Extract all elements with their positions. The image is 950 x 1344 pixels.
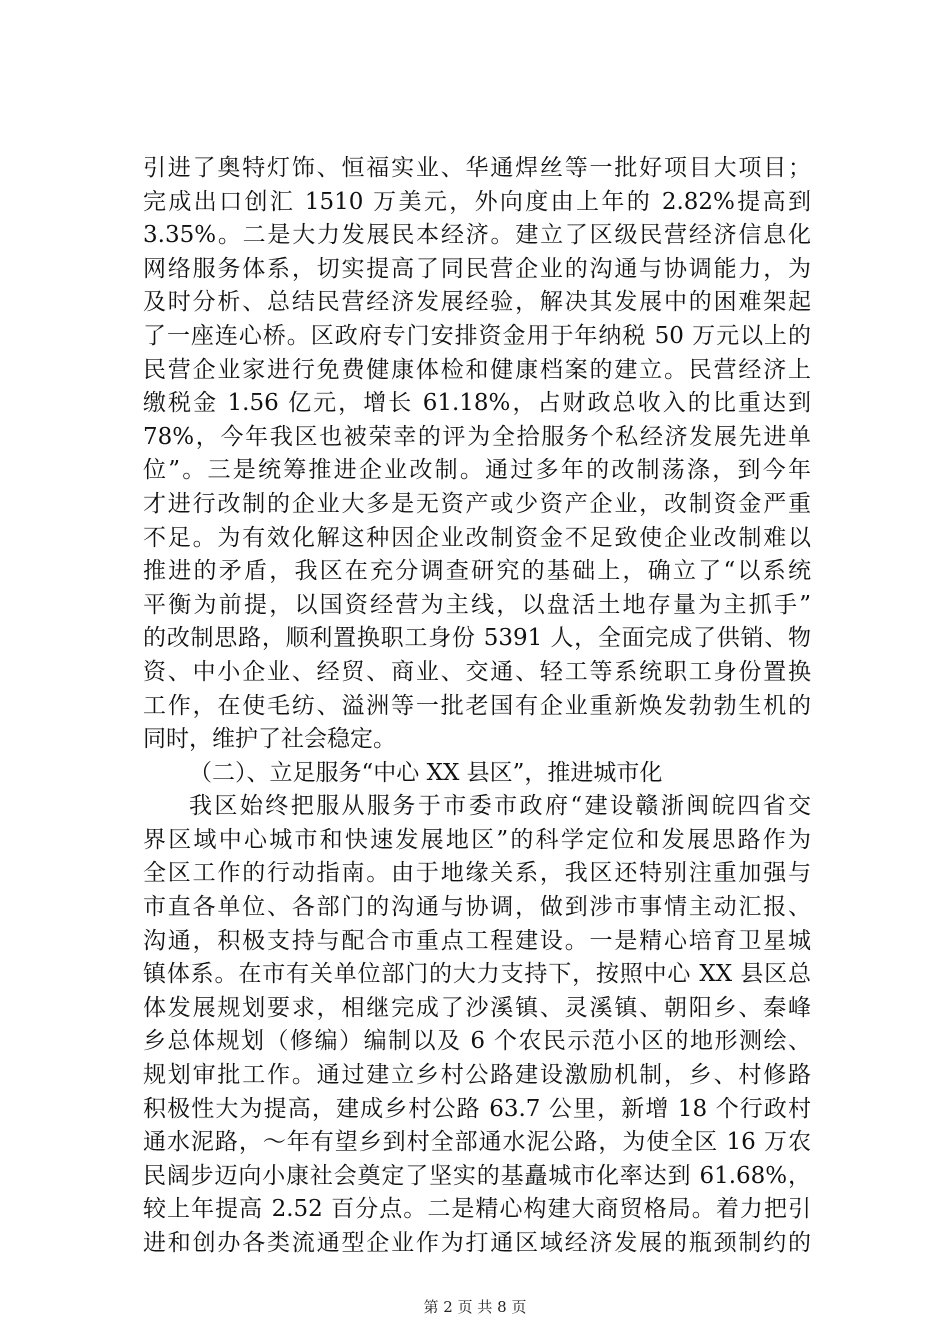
text-line: 界区域中心城市和快速发展地区”的科学定位和发展思路作为 [143,826,811,853]
section-heading: （二）、立足服务“中心 XX 县区”，推进城市化 [189,759,663,786]
text-line: 及时分析、总结民营经济发展经验，解决其发展中的困难架起 [143,289,811,316]
page-footer [0,1297,950,1317]
text-line: 完成出口创汇 1510 万美元，外向度由上年的 2.82%提高到 [143,188,811,215]
text-line: 才进行改制的企业大多是无资产或少资产企业，改制资金严重 [143,490,811,517]
page-number-label: 第 2 页 共 8 页 [423,1298,527,1316]
text-line: 同时，维护了社会稳定。 [143,726,396,753]
text-line: 积极性大为提高，建成乡村公路 63.7 公里，新增 18 个行政村 [143,1095,811,1122]
text-line: 3.35%。二是大力发展民本经济。建立了区级民营经济信息化 [143,222,811,249]
text-line: 资、中小企业、经贸、商业、交通、轻工等系统职工身份置换 [143,658,811,685]
text-line: 缴税金 1.56 亿元，增长 61.18%，占财政总收入的比重达到 [143,390,811,417]
text-line: 沟通，积极支持与配合市重点工程建设。一是精心培育卫星城 [143,927,811,954]
text-line: 镇体系。在市有关单位部门的大力支持下，按照中心 XX 县区总 [143,961,811,988]
text-line: 全区工作的行动指南。由于地缘关系，我区还特别注重加强与 [143,860,811,887]
text-line: 进和创办各类流通型企业作为打通区域经济发展的瓶颈制约的 [143,1230,811,1256]
text-line: 民营企业家进行免费健康体检和健康档案的建立。民营经济上 [143,356,811,383]
text-line: 网络服务体系，切实提高了同民营企业的沟通与协调能力，为 [143,255,811,282]
text-line: 的改制思路，顺利置换职工身份 5391 人，全面完成了供销、物 [143,625,811,652]
text-line: 市直各单位、各部门的沟通与协调，做到涉市事情主动汇报、 [143,894,811,921]
text-line: 我区始终把服从服务于市委市政府“建设赣浙闽皖四省交 [189,793,811,820]
text-line: 乡总体规划（修编）编制以及 6 个农民示范小区的地形测绘、 [143,1028,811,1055]
text-line: 位”。三是统筹推进企业改制。通过多年的改制荡涤，到今年 [143,457,811,484]
text-line: 推进的矛盾，我区在充分调查研究的基础上，确立了“以系统 [143,558,811,585]
text-line: 78%，今年我区也被荣幸的评为全拾服务个私经济发展先进单 [143,423,811,450]
document-body [143,152,811,1261]
text-line: 体发展规划要求，相继完成了沙溪镇、灵溪镇、朝阳乡、秦峰 [143,994,811,1021]
text-line: 较上年提高 2.52 百分点。二是精心构建大商贸格局。着力把引 [143,1196,811,1223]
text-line: 规划审批工作。通过建立乡村公路建设激励机制，乡、村修路 [143,1062,811,1089]
text-line: 了一座连心桥。区政府专门安排资金用于年纳税 50 万元以上的 [143,322,811,349]
text-line: 通水泥路，～年有望乡到村全部通水泥公路，为使全区 16 万农 [143,1129,811,1156]
text-line: 平衡为前提，以国资经营为主线，以盘活土地存量为主抓手” [143,591,811,618]
text-line: 不足。为有效化解这种因企业改制资金不足致使企业改制难以 [143,524,811,551]
text-line: 民阔步迈向小康社会奠定了坚实的基矗城市化率达到 61.68%， [143,1162,811,1189]
text-line: 引进了奥特灯饰、恒福实业、华通焊丝等一批好项目大项目； [143,155,811,181]
text-line: 工作，在使毛纺、溢洲等一批老国有企业重新焕发勃勃生机的 [143,692,811,719]
